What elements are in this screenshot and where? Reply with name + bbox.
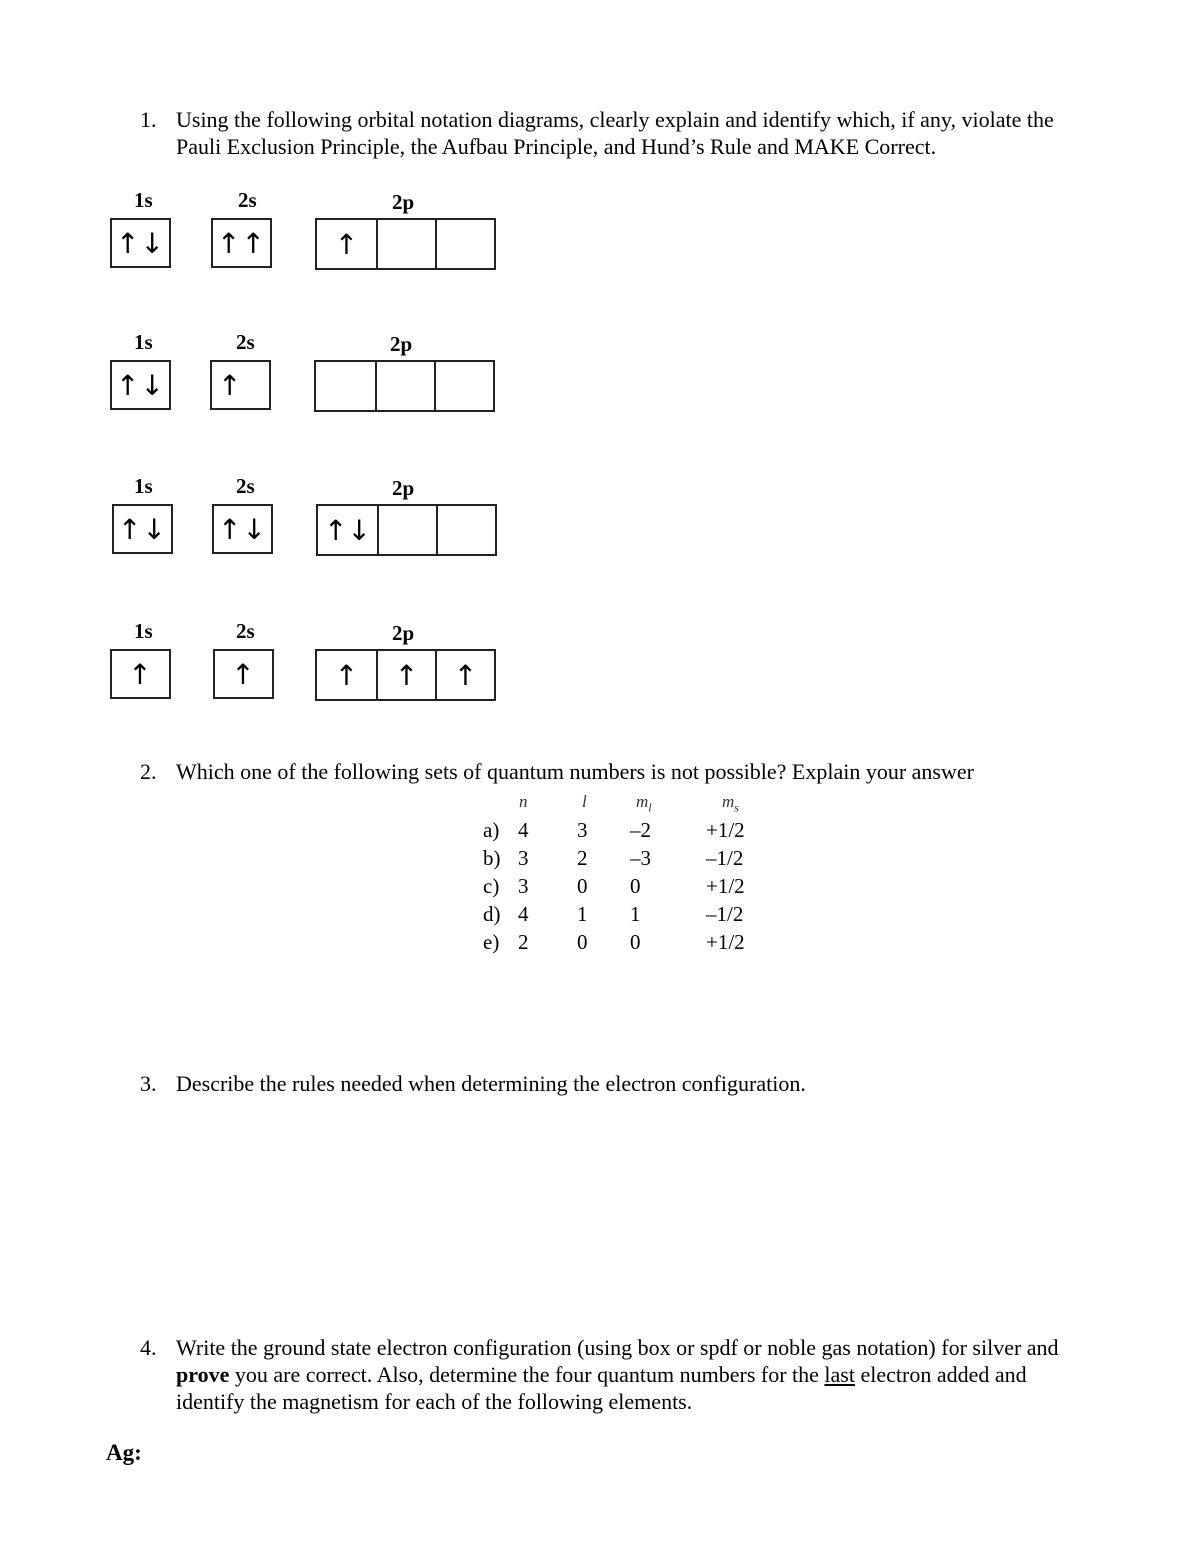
question-1-line-2: Pauli Exclusion Principle, the Aufbau Principle, and Hund’s Rule and MAKE Correct.	[176, 134, 937, 159]
question-1-line-1: Using the following orbital notation diagrams, clearly explain and identify which, if any, violate the	[176, 107, 1054, 132]
header-ml: $m_l$	[636, 792, 652, 815]
orbital-2s: ↑↓	[212, 504, 273, 554]
label-2p: 2p	[392, 621, 415, 645]
orbital-2p-x: ↑	[334, 658, 359, 692]
qn-row-a-label: a)	[483, 818, 500, 842]
orbital-2p-y: ↑	[376, 651, 435, 699]
orbital-2p	[315, 649, 496, 701]
question-4-line-2b: electron added and	[854, 1362, 1027, 1387]
orbital-2p	[314, 360, 495, 412]
orbital-2p-x: ↑↓	[324, 513, 371, 547]
question-2-number: 2.	[140, 759, 157, 784]
orbital-2p-y	[377, 506, 436, 554]
orbital-2p-z	[436, 506, 495, 554]
label-1s: 1s	[134, 619, 153, 643]
question-4-line-2	[176, 1361, 1059, 1388]
qn-row-e-ms: +1/2	[706, 930, 745, 954]
label-2p: 2p	[390, 332, 413, 356]
label-2p: 2p	[392, 190, 415, 214]
qn-row-b-ms: –1/2	[706, 846, 744, 870]
orbital-diagram-4	[0, 619, 520, 709]
qn-row-e-ml: 0	[630, 930, 641, 954]
question-4-line-1: Write the ground state electron configuration (using box or spdf or noble gas notation) for silver and	[176, 1335, 1059, 1360]
qn-row-d-l: 1	[577, 902, 588, 926]
prove-word: prove	[176, 1362, 230, 1387]
orbital-2p-z	[434, 362, 493, 410]
orbital-2p-z: ↑	[435, 651, 494, 699]
label-1s: 1s	[134, 330, 153, 354]
qn-row-b-n: 3	[518, 846, 529, 870]
orbital-2s: ↑	[210, 360, 271, 410]
orbital-2p	[316, 504, 497, 556]
question-4-line-2a: you are correct. Also, determine the four quantum numbers for the	[229, 1362, 825, 1387]
header-ms: $m_s$	[722, 792, 739, 815]
header-l: l	[582, 792, 587, 811]
question-4-number: 4.	[140, 1335, 157, 1360]
orbital-2p-x: ↑	[334, 227, 359, 261]
question-3-number: 3.	[140, 1071, 157, 1096]
qn-row-d-ms: –1/2	[706, 902, 744, 926]
qn-row-e-n: 2	[518, 930, 529, 954]
qn-row-e-l: 0	[577, 930, 588, 954]
label-2p: 2p	[392, 476, 415, 500]
label-2s: 2s	[236, 474, 255, 498]
orbital-1s: ↑↓	[110, 218, 171, 268]
qn-row-e-label: e)	[483, 930, 500, 954]
element-ag-label: Ag:	[106, 1440, 142, 1465]
orbital-1s: ↑↓	[112, 504, 173, 554]
label-2s: 2s	[236, 619, 255, 643]
qn-row-d-n: 4	[518, 902, 529, 926]
orbital-2p-y	[375, 362, 434, 410]
question-3-text: Describe the rules needed when determining the electron configuration.	[176, 1071, 806, 1096]
question-2-text: Which one of the following sets of quantum numbers is not possible? Explain your answer	[176, 759, 974, 784]
orbital-2p-z	[435, 220, 494, 268]
qn-row-b-l: 2	[577, 846, 588, 870]
orbital-2p	[315, 218, 496, 270]
label-2s: 2s	[238, 188, 257, 212]
orbital-2s: ↑	[213, 649, 274, 699]
qn-row-c-n: 3	[518, 874, 529, 898]
qn-row-a-l: 3	[577, 818, 588, 842]
label-1s: 1s	[134, 188, 153, 212]
question-4-text	[176, 1334, 1059, 1415]
qn-row-b-label: b)	[483, 846, 501, 870]
qn-row-c-l: 0	[577, 874, 588, 898]
question-4-line-3: identify the magnetism for each of the following elements.	[176, 1389, 693, 1414]
qn-row-c-ms: +1/2	[706, 874, 745, 898]
qn-row-a-n: 4	[518, 818, 529, 842]
qn-row-a-ml: –2	[630, 818, 651, 842]
orbital-diagram-3	[0, 474, 520, 564]
qn-row-c-label: c)	[483, 874, 500, 898]
qn-row-c-ml: 0	[630, 874, 641, 898]
qn-row-a-ms: +1/2	[706, 818, 745, 842]
qn-row-b-ml: –3	[630, 846, 651, 870]
orbital-diagram-1	[0, 188, 520, 278]
label-1s: 1s	[134, 474, 153, 498]
question-1-number: 1.	[140, 107, 157, 132]
label-2s: 2s	[236, 330, 255, 354]
question-1-text	[176, 106, 1054, 160]
orbital-1s: ↑	[110, 649, 171, 699]
qn-row-d-label: d)	[483, 902, 501, 926]
qn-row-d-ml: 1	[630, 902, 641, 926]
last-word: last	[824, 1362, 855, 1387]
header-n: n	[519, 792, 528, 811]
orbital-2p-y	[376, 220, 435, 268]
orbital-2p-x	[316, 362, 375, 410]
orbital-2s: ↑↑	[211, 218, 272, 268]
orbital-diagram-2	[0, 330, 520, 420]
orbital-1s: ↑↓	[110, 360, 171, 410]
